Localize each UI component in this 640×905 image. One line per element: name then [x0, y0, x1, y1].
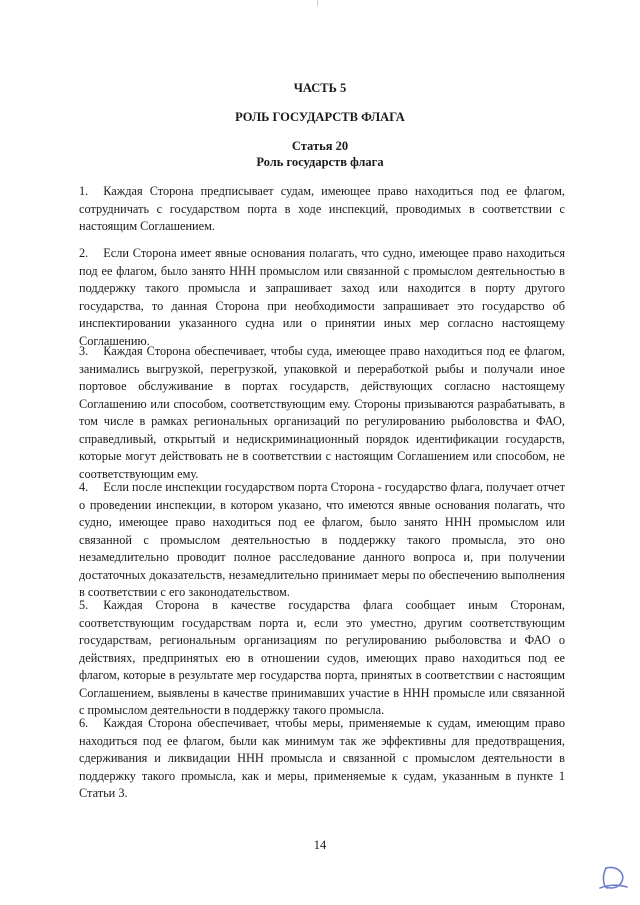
paragraph-number: 6.	[79, 716, 89, 730]
paragraph-number: 1.	[79, 184, 89, 198]
paragraph-number: 4.	[79, 480, 89, 494]
scan-mark	[317, 0, 318, 6]
paragraph-text: Если Сторона имеет явные основания полагать, что судно, имеющее право находиться под ее флагом, было занято ННН промыслом или связанной с промыслом деятельностью в поддержку такого промысла и запрашивает заход или находится в порту другого государства, то данная Сторона при необходимости запрашивает это государство об инспектировании указанного судна или о принятии иных мер согласно настоящему Соглашению.	[79, 246, 565, 348]
paragraph-text: Каждая Сторона в качестве государства флага сообщает иным Сторонам, соответствующим государствам порта и, если это уместно, другим соответствующим государствам, региональным организациям по регулированию рыболовства и ФАО о действиях, предпринятых ею в отношении судов, имеющих право находиться под ее флагом, которые в результате мер государства порта, принятых в соответствии с настоящим Соглашением, выявлены в качестве принимавших участие в ННН промысле или связанной с промыслом деятельности в поддержку такого промысла.	[79, 598, 565, 717]
initials-signature-icon	[597, 862, 631, 892]
part-title: ЧАСТЬ 5	[293, 81, 347, 95]
paragraph-1	[79, 183, 565, 236]
paragraph-number: 5.	[79, 598, 89, 612]
paragraph-6	[79, 715, 565, 803]
paragraph-2	[79, 245, 565, 350]
paragraph-text: Если после инспекции государством порта Сторона - государство флага, получает отчет о проведении инспекции, в котором указано, что имеются явные основания полагать, что судно, имеющее право находиться под ее флагом, было занято ННН промыслом или связанной с промыслом деятельностью в поддержку такого промысла, это оно незамедлительно проводит полное расследование данного вопроса и, при получении достаточных доказательств, незамедлительно принимает меры по обеспечению выполнения в соответствии с его законодательством.	[79, 480, 565, 599]
paragraph-text: Каждая Сторона предписывает судам, имеющее право находиться под ее флагом, сотрудничать с государством порта в ходе инспекций, проводимых в соответствии с настоящим Соглашением.	[79, 184, 565, 233]
paragraph-text: Каждая Сторона обеспечивает, чтобы меры, применяемые к судам, имеющим право находиться под ее флагом, были как минимум так же эффективны для предотвращения, сдерживания и ликвидации ННН промысла и связанной с промыслом деятельности в поддержку такого промысла, как и меры, применяемые к судам, указанным в пункте 1 Статьи 3.	[79, 716, 565, 800]
paragraph-text: Каждая Сторона обеспечивает, чтобы суда, имеющее право находиться под ее флагом, занимались выгрузкой, перегрузкой, упаковкой и переработкой рыбы и получали иное портовое обслуживание в портах государств, действующих согласно настоящему Соглашению или способом, соответствующим ему. Стороны призываются разрабатывать, в том числе в рамках региональных организаций по регулированию рыболовства и ФАО, справедливый, открытый и недискриминационный порядок идентификации государств, которые могут действовать не в соответствии с настоящим Соглашением или способом, не соответствующим ему.	[79, 344, 565, 481]
paragraph-number: 2.	[79, 246, 89, 260]
article-number: Статья 20	[291, 139, 349, 153]
paragraph-number: 3.	[79, 344, 89, 358]
section-title: РОЛЬ ГОСУДАРСТВ ФЛАГА	[235, 110, 405, 124]
paragraph-4	[79, 479, 565, 602]
paragraph-3	[79, 343, 565, 483]
page-number: 14	[313, 838, 327, 852]
paragraph-5	[79, 597, 565, 720]
article-title: Роль государств флага	[256, 155, 384, 169]
